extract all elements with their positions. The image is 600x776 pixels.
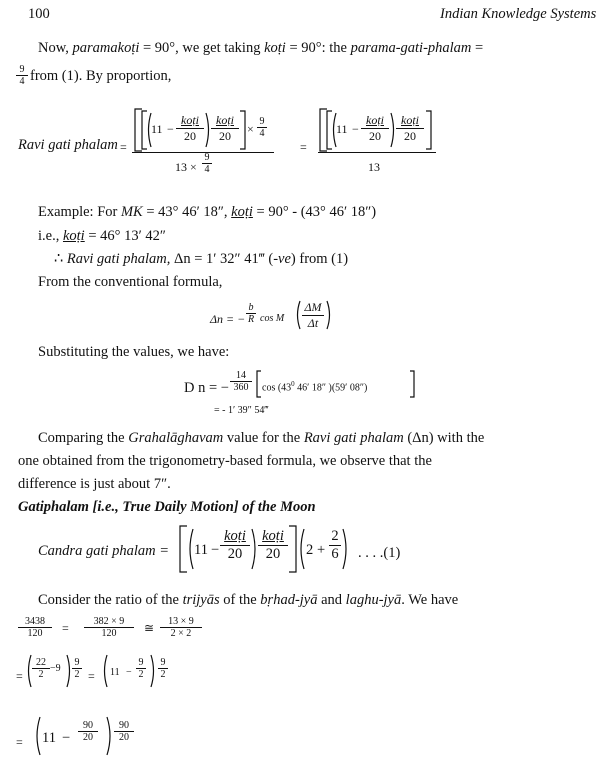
denominator: 360 <box>230 381 252 393</box>
denominator: 120 <box>84 627 134 639</box>
text: (Δn) with the <box>403 430 485 446</box>
koti-over-20-b <box>211 113 239 144</box>
text: = 90°: the <box>285 40 351 56</box>
numerator: 9 <box>259 116 265 127</box>
denominator: 2 × 2 <box>160 627 202 639</box>
term: Ravi gati phalam, <box>66 251 171 267</box>
candra-rparen-2 <box>342 528 349 570</box>
numerator: 9 <box>19 64 25 75</box>
r3-90-over-20-a <box>78 720 98 743</box>
denominator: 20 <box>220 545 250 563</box>
candra-eq-label: . . . .(1) <box>358 545 401 561</box>
text: Example: For <box>38 204 121 220</box>
text: of the <box>219 592 261 608</box>
r3-eleven: 11 <box>42 730 56 746</box>
example-line1 <box>38 204 376 221</box>
candra-lparen-2 <box>298 528 305 570</box>
subst-lhs: D n = − <box>184 380 229 396</box>
numerator: ΔM <box>304 300 322 314</box>
denominator: 4 <box>16 75 28 87</box>
conv-rparen <box>326 300 332 330</box>
running-title: Indian Knowledge Systems <box>440 6 597 22</box>
candra-koti-20-b <box>258 528 288 563</box>
denominator: 2 <box>32 668 50 680</box>
den-13: 13 <box>368 160 380 174</box>
ratio-approx: ≅ <box>144 621 155 635</box>
eleven-r: 11 <box>336 122 348 136</box>
denominator: 20 <box>396 128 424 144</box>
eq-candra-lhs: Candra gati phalam = <box>38 543 170 559</box>
ratio-eq-2: = <box>16 669 23 683</box>
text: = 46° 13′ 42″ <box>84 228 166 244</box>
page-number: 100 <box>28 6 50 22</box>
term: Grahalāghavam <box>128 430 224 446</box>
ratio-3438-120 <box>18 616 52 639</box>
b-over-R <box>246 302 256 325</box>
text: Now, <box>38 40 73 56</box>
times: × <box>247 122 254 136</box>
r2-9-over-2-b <box>136 657 146 680</box>
candra-plus: + <box>317 542 326 558</box>
denominator: 20 <box>258 545 288 563</box>
koti-over-20-a <box>176 113 204 144</box>
eq-sign: = <box>120 140 127 154</box>
term: parama-gati-phalam <box>350 40 472 56</box>
superscript: 0 <box>291 380 295 388</box>
text: = 43° 46′ 18″, <box>142 204 232 220</box>
text: Consider the ratio of the <box>38 592 183 608</box>
koti-over-20-r-b <box>396 113 424 144</box>
para2-line3: difference is just about 7″. <box>18 476 171 492</box>
denominator: 6 <box>329 545 341 563</box>
numerator: 9 <box>204 152 210 163</box>
term: paramakoṭi <box>72 40 140 56</box>
term: trijyās <box>182 592 220 608</box>
conv-lhs: Δn = − <box>210 312 246 326</box>
denominator: R <box>247 314 255 325</box>
example-line4: From the conventional formula, <box>38 274 223 290</box>
fraction-9-4 <box>16 64 28 87</box>
r3-minus: − <box>62 730 71 746</box>
denominator: 2 <box>158 668 168 680</box>
example-line2 <box>38 228 166 245</box>
numerator: koṭi <box>401 113 419 127</box>
text: Δn = 1′ 32″ 41‴ ( <box>170 251 274 267</box>
numerator: 13 × 9 <box>168 616 194 627</box>
r2-minus: − <box>126 667 132 678</box>
r2-minus-9: −9 <box>50 663 61 674</box>
term: koṭi <box>264 40 286 56</box>
candra-2-over-6 <box>329 528 341 563</box>
text: = 90° - (43° 46′ 18″) <box>252 204 377 220</box>
section-heading: Gatiphalam [i.e., True Daily Motion] of the Moon <box>18 499 316 515</box>
candra-eleven: 11 <box>194 542 208 558</box>
conv-lparen <box>295 300 301 330</box>
numerator: 9 <box>74 657 80 668</box>
eq-ravi-lhs: Ravi gati phalam <box>18 137 118 153</box>
numerator: 2 <box>331 528 339 544</box>
r3-rparen <box>106 716 113 756</box>
term: MK <box>120 204 143 220</box>
text: . We have <box>401 592 459 608</box>
ratio-eq-1: = <box>62 621 69 635</box>
denominator: 120 <box>18 627 52 639</box>
numerator: 3438 <box>25 616 45 627</box>
r3-lparen <box>34 716 41 756</box>
r2-9-over-2-a <box>72 657 82 680</box>
numerator: 14 <box>236 370 246 381</box>
denominator: 4 <box>257 127 267 139</box>
r2-rparen-2 <box>150 654 156 688</box>
numerator: 22 <box>36 657 46 668</box>
numerator: 90 <box>83 720 93 731</box>
denominator: 2 <box>72 668 82 680</box>
candra-minus: − <box>211 542 220 558</box>
text: 46′ 18″ )(59′ 08″) <box>294 382 368 394</box>
term: Ravi gati phalam <box>303 430 404 446</box>
ratio-13x9-2x2 <box>160 616 202 639</box>
big-right-bracket <box>239 110 247 150</box>
r2-eleven: 11 <box>110 667 120 678</box>
ratio-eq-4: = <box>16 735 23 749</box>
conv-cos: cos M <box>260 313 285 324</box>
candra-rbracket <box>288 525 298 573</box>
text: ∴ <box>54 251 67 267</box>
numerator: b <box>248 302 254 313</box>
numerator: 9 <box>138 657 144 668</box>
numerator: 9 <box>160 657 166 668</box>
nine-over-four <box>257 116 267 139</box>
denominator: 20 <box>361 128 389 144</box>
dM-over-dt <box>302 300 324 331</box>
numerator: koṭi <box>216 113 234 127</box>
big-right-bracket-r <box>425 110 433 150</box>
term: -ve <box>273 251 291 267</box>
r3-90-over-20-b <box>114 720 134 743</box>
numerator: koṭi <box>181 113 199 127</box>
text: = 90°, we get taking <box>139 40 265 56</box>
para3-line1 <box>38 592 458 609</box>
numerator: koṭi <box>224 528 246 544</box>
candra-rparen <box>251 528 258 570</box>
denominator: 20 <box>211 128 239 144</box>
subst-rbracket <box>409 370 415 398</box>
text: value for the <box>223 430 304 446</box>
numerator: koṭi <box>262 528 284 544</box>
para2-line1 <box>38 430 484 447</box>
subst-line: Substituting the values, we have: <box>38 344 230 360</box>
candra-two: 2 <box>306 542 314 558</box>
ratio-eq-3: = <box>88 669 95 683</box>
den-13-times: 13 × <box>175 160 197 174</box>
r2-lparen-2 <box>102 654 108 688</box>
minus: − <box>167 122 174 136</box>
eleven: 11 <box>151 122 163 136</box>
main-fraction-bar-right <box>318 152 436 153</box>
numerator: koṭi <box>366 113 384 127</box>
r2-22-over-2 <box>32 657 50 680</box>
denominator: Δt <box>302 315 324 331</box>
minus-r: − <box>352 122 359 136</box>
text: ) from (1) <box>290 251 349 267</box>
eq-sign-2: = <box>300 140 307 154</box>
numerator: 90 <box>119 720 129 731</box>
denominator: 20 <box>176 128 204 144</box>
text: and <box>317 592 346 608</box>
term: koṭi <box>62 228 85 244</box>
candra-koti-20-a <box>220 528 250 563</box>
14-over-360 <box>230 370 252 393</box>
candra-lparen <box>187 528 194 570</box>
koti-over-20-r-a <box>361 113 389 144</box>
denominator: 20 <box>114 731 134 743</box>
den-nine-over-four <box>202 152 212 175</box>
text: i.e., <box>38 228 63 244</box>
subst-result: = - 1′ 39″ 54‴ <box>214 405 269 416</box>
subst-cos <box>262 380 367 393</box>
denominator: 20 <box>78 731 98 743</box>
text: Comparing the <box>38 430 129 446</box>
term: bṛhad-jyā <box>260 592 318 608</box>
ratio-382x9-120 <box>84 616 134 639</box>
text: = <box>471 40 484 56</box>
term: koṭi <box>231 204 253 220</box>
para1-line1 <box>38 40 483 57</box>
denominator: 2 <box>136 668 146 680</box>
text: cos (43 <box>262 382 292 394</box>
term: laghu-jyā <box>345 592 402 608</box>
para2-line2: one obtained from the trigonometry-based formula, we observe that the <box>18 453 432 469</box>
numerator: 382 × 9 <box>93 616 125 627</box>
para1-line2: from (1). By proportion, <box>30 68 172 84</box>
denominator: 4 <box>202 163 212 175</box>
r2-9-over-2-c <box>158 657 168 680</box>
example-line3 <box>54 251 348 268</box>
